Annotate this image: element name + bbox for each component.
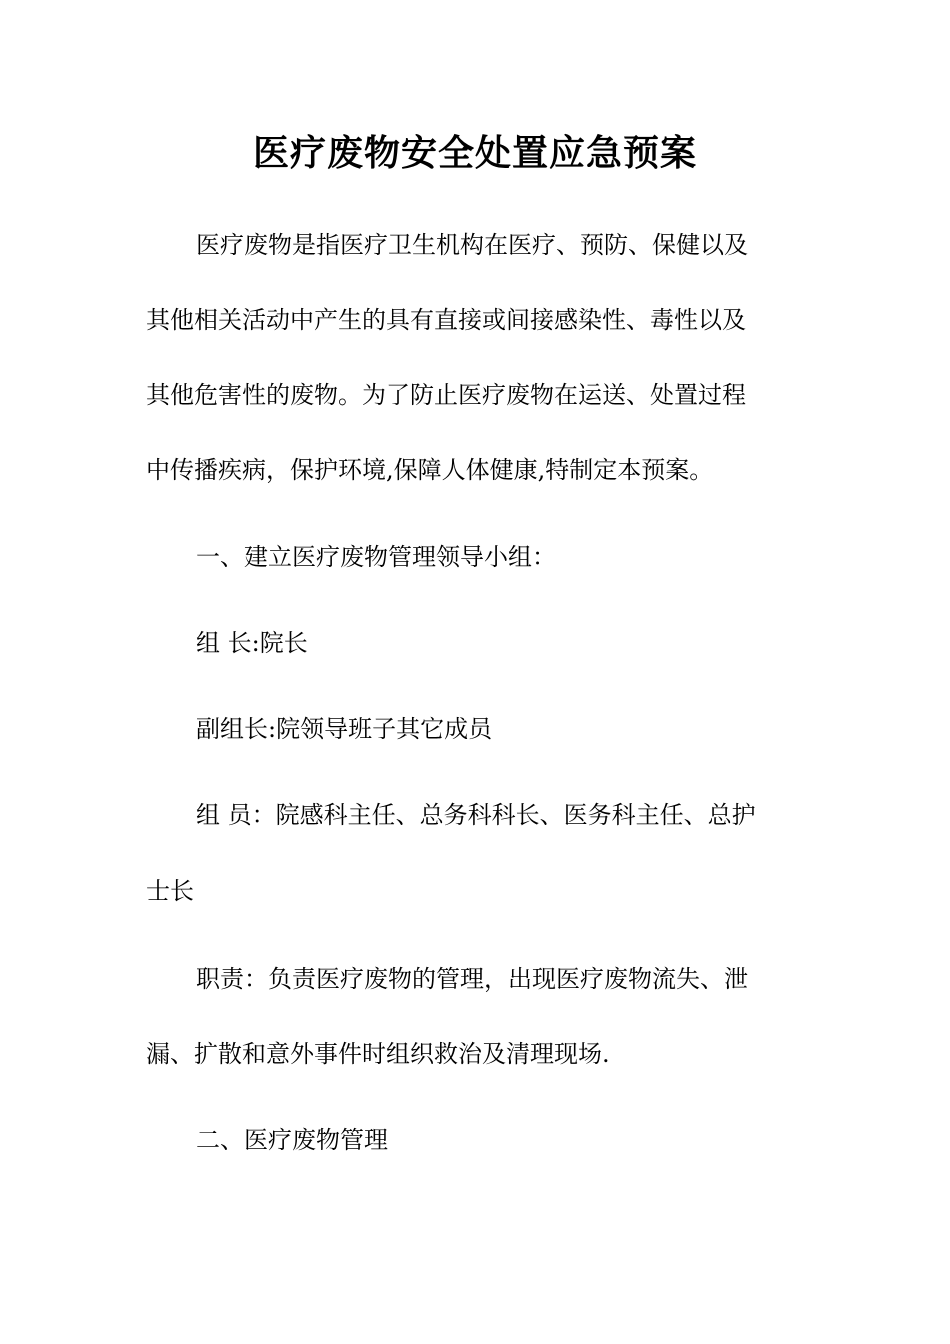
paragraph-line: 组 员：院感科主任、总务科科长、医务科主任、总护 <box>196 801 756 829</box>
paragraph-line: 中传播疾病，保护环境,保障人体健康,特制定本预案。 <box>146 456 714 484</box>
section-heading: 二、医疗废物管理 <box>196 1126 388 1154</box>
section-heading: 一、建立医疗废物管理领导小组： <box>196 543 556 571</box>
paragraph-line: 其他相关活动中产生的具有直接或间接感染性、毒性以及 <box>146 306 746 334</box>
paragraph-line: 职责：负责医疗废物的管理，出现医疗废物流失、泄 <box>196 965 748 993</box>
paragraph-line: 医疗废物是指医疗卫生机构在医疗、预防、保健以及 <box>196 231 748 259</box>
paragraph-line: 士长 <box>146 877 194 905</box>
paragraph-line: 其他危害性的废物。为了防止医疗废物在运送、处置过程 <box>146 381 746 409</box>
paragraph-line: 组 长:院长 <box>196 629 308 657</box>
document-title: 医疗废物安全处置应急预案 <box>252 132 697 174</box>
paragraph-line: 漏、扩散和意外事件时组织救治及清理现场. <box>146 1040 610 1068</box>
paragraph-line: 副组长:院领导班子其它成员 <box>196 715 493 743</box>
